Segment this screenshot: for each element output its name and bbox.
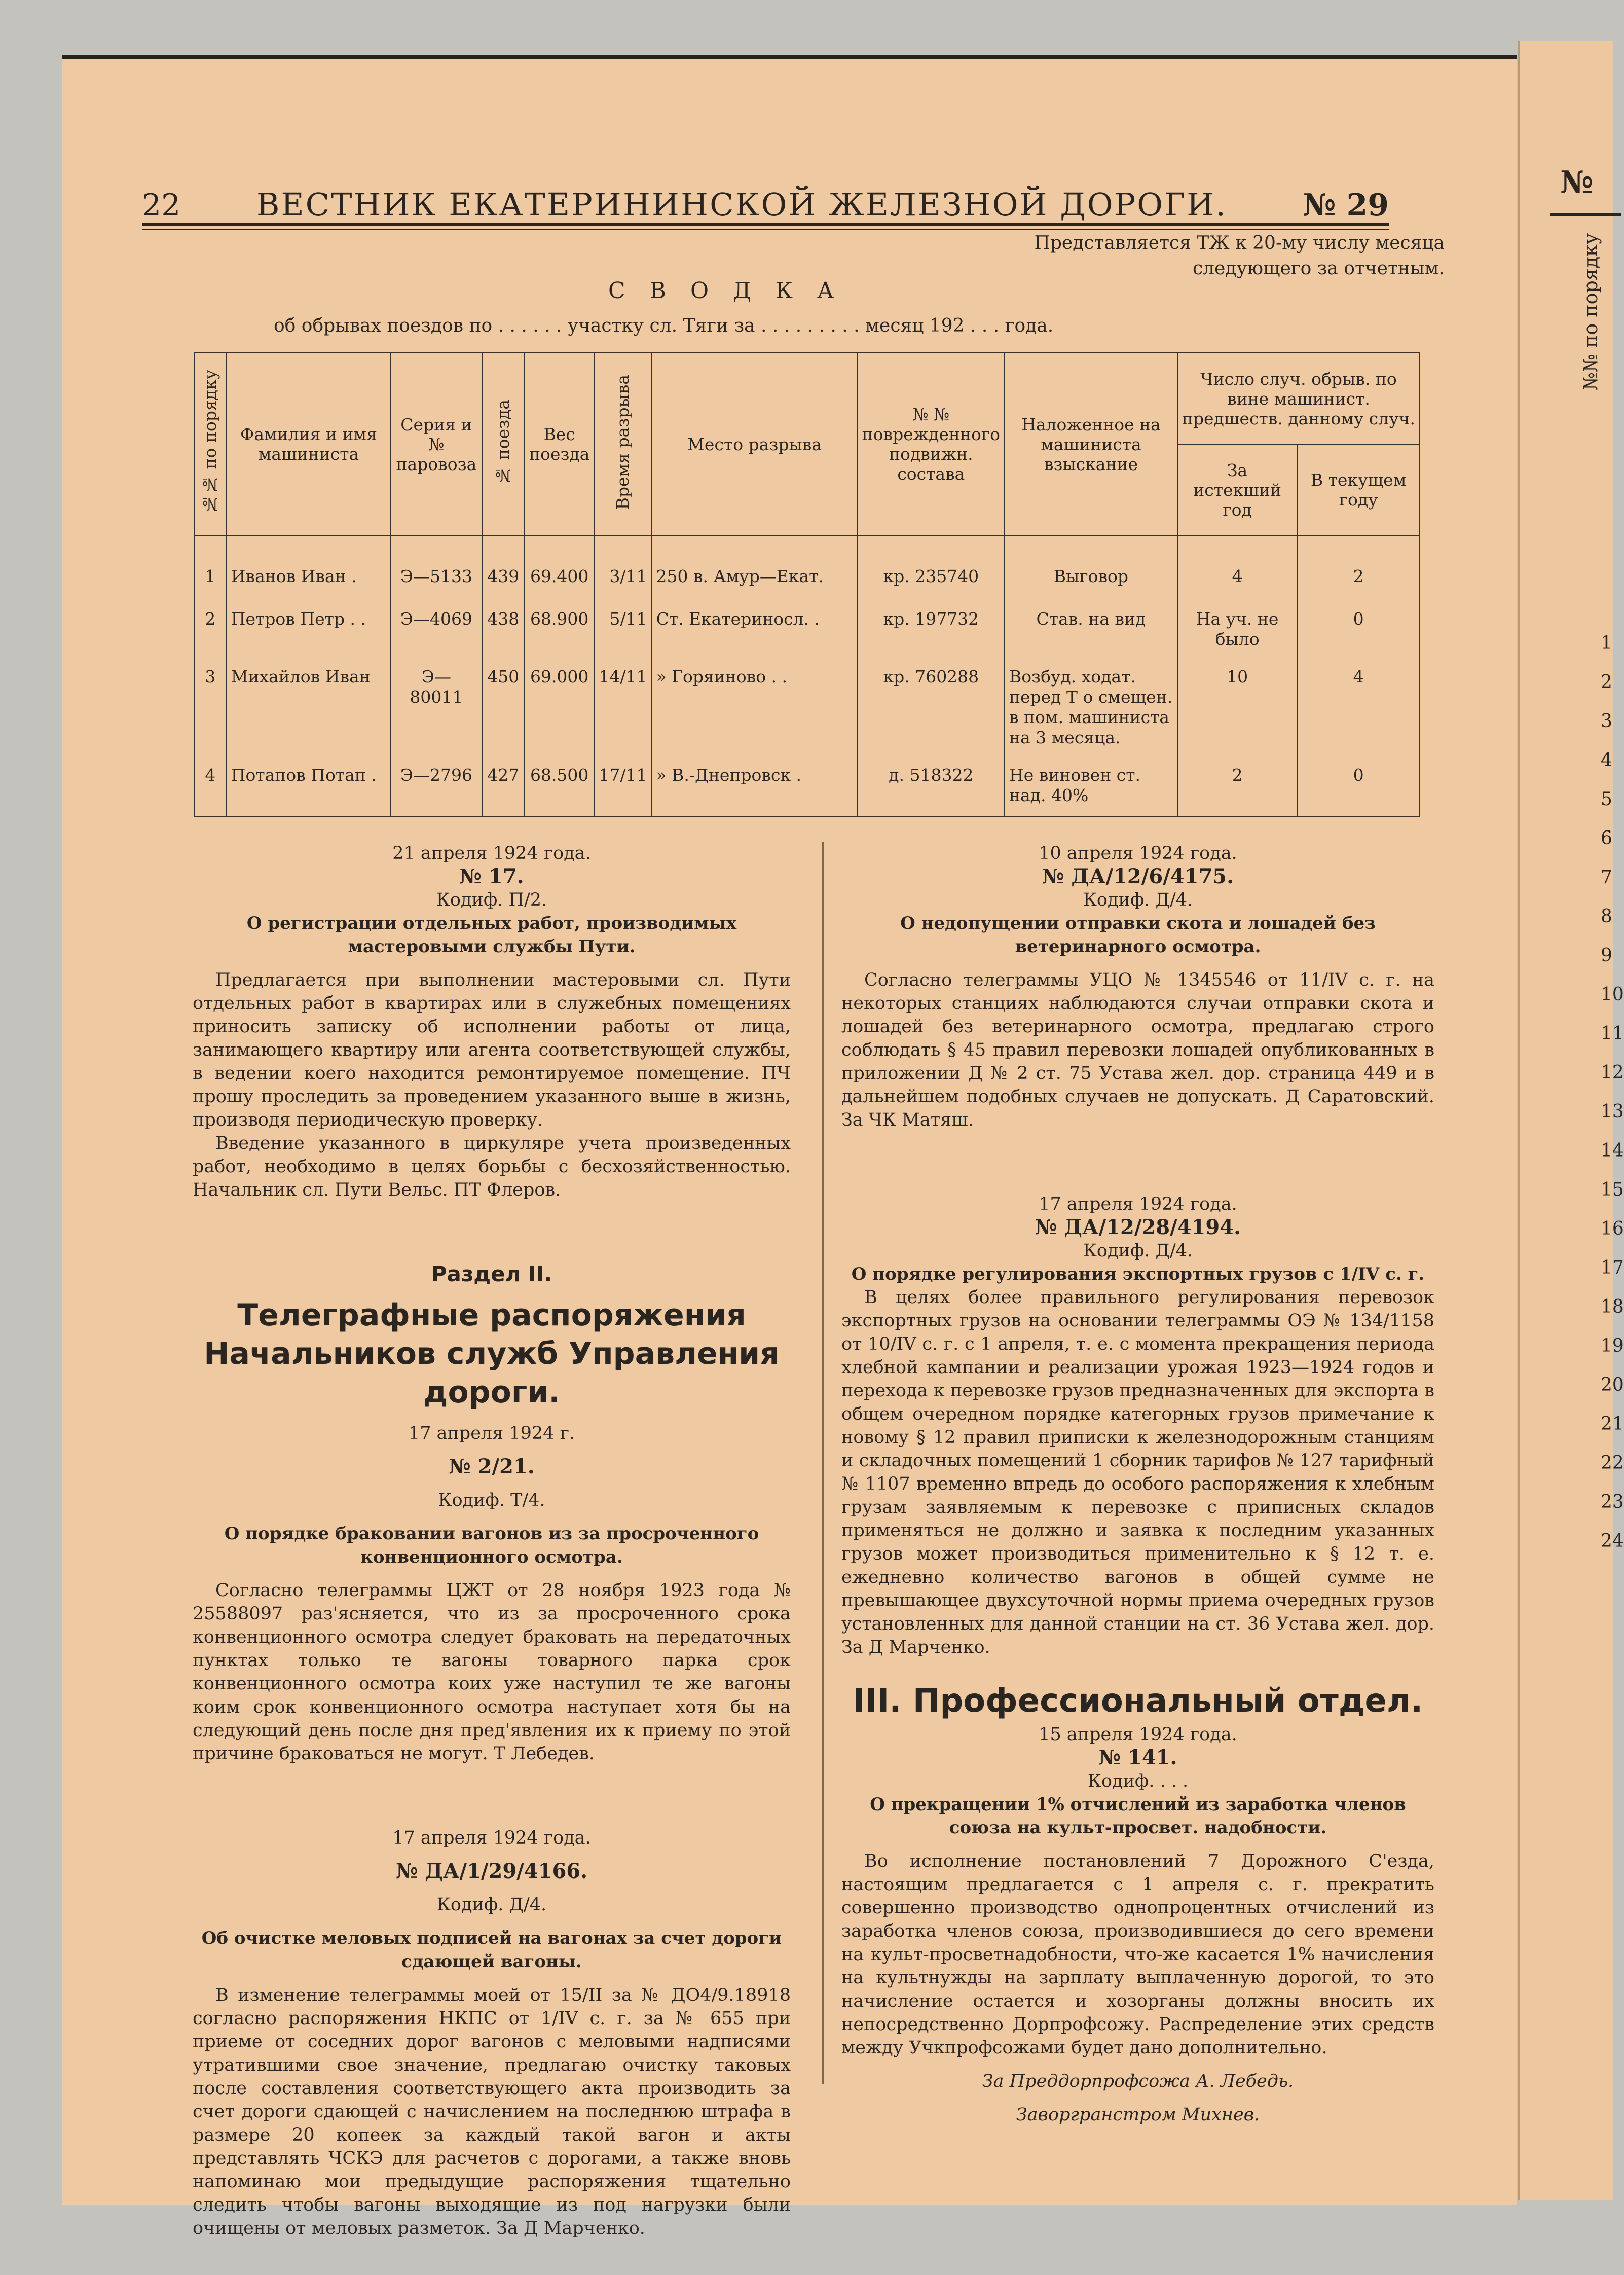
col-name: Фамилия и имя машиниста [227, 353, 391, 535]
header-rule [142, 229, 1389, 230]
article-paragraph: Введение указанного в циркуляре учета произведенных работ, необходимо в целях борьбы с бесхозяйственностью. Начальник сл. Пути Вельс. ПТ Флеров. [193, 1133, 791, 1200]
article-heading: О порядке регулирования экспортных грузов с 1/IV с. г. [851, 1264, 1425, 1284]
signature: Заворгранстром Михнев. [1016, 2105, 1260, 2125]
article-heading: Об очистке меловых подписей на вагонах за счет дороги сдающей вагоны. [201, 1928, 782, 1972]
article-heading: О недопущении отправки скота и лошадей без ветеринарного осмотра. [900, 913, 1376, 957]
article-date: 17 апреля 1924 г. [408, 1423, 575, 1443]
article-date: 17 апреля 1924 года. [392, 1828, 591, 1848]
col-time: Время разрыва [594, 353, 651, 535]
left-column [193, 842, 791, 2240]
section-title: III. Профессиональный отдел. [853, 1682, 1423, 1720]
article-code: Кодиф. П/2. [436, 890, 547, 910]
article-heading: О прекращении 1% отчислений из заработка членов союза на культ-просвет. надобности. [870, 1794, 1406, 1838]
table-row: 4 Потапов Потап . Э—2796 427 68.500 17/11 » В.-Днепровск . д. 518322 Не виновен ст. над. 40% 2 0 [194, 750, 1420, 816]
column-divider [822, 842, 824, 2084]
article-number: № 17. [459, 864, 524, 888]
article-paragraph: Предлагается при выполнении мастеровыми сл. Пути отдельных работ в квартирах или в служебных помещениях приносить записку об исполнении работы от лица, занимающего квартиру или агента соответствующей службы, в ведении коего находится ремонтируемое помещение. ПЧ прошу проследить за проведением указанного выше в жизнь, производя периодическую проверку. [193, 970, 791, 1130]
col-cases-group: Число случ. обрыв. по вине машинист. предшеств. данному случ. [1177, 353, 1420, 444]
adjacent-page-column-label: №№ по порядку [1579, 233, 1602, 390]
article-paragraph: Согласно телеграммы УЦО № 1345546 от 11/IV с. г. на некоторых станциях наблюдаются случаи отправки скота и лошадей без ветеринарного осмотра, предлагаю строго соблюдать § 45 правил перевозки лошадей опубликованных в приложении Д № 2 ст. 75 Устава жел. дор. страница 449 и в дальнейшем подобных случаев не допускать. Д Саратовский. За ЧК Матяш. [841, 970, 1434, 1130]
col-order: №№ по порядку [194, 353, 227, 535]
table-row: 1 Иванов Иван . Э—5133 439 69.400 3/11 250 в. Амур—Екат. кр. 235740 Выговор 4 2 [194, 535, 1420, 589]
article-number: № ДА/12/28/4194. [1035, 1215, 1241, 1239]
svodka-table [194, 352, 1420, 817]
article-paragraph: В изменение телеграммы моей от 15/II за № ДО4/9.18918 согласно распоряжения НКПС от 1/IV с. г. за № 655 при приеме от соседних дорог вагонов с меловыми надписями утратившими свое значение, предлагаю очистку таковых после составления соответствующего акта производить за счет дороги сдающей с начислением на последнюю штрафа в размере 20 копеек за каждый такой вагон и акты представлять ЧСКЭ для расчетов с дорогами, а также вновь напоминаю мои предыдущие распоряжения тщательно следить чтобы вагоны выходящие из под нагрузки были очищены от меловых разметок. За Д Марченко. [193, 1985, 791, 2238]
article-date: 10 апреля 1924 года. [1039, 843, 1237, 863]
right-column [841, 842, 1434, 2126]
page-number: 22 [142, 188, 181, 223]
article-code: Кодиф. Д/4. [436, 1895, 547, 1915]
article-code: Кодиф. . . . [1087, 1771, 1189, 1791]
adjacent-page-rule [1550, 213, 1621, 216]
section-label: Раздел II. [431, 1261, 552, 1286]
table-row: 3 Михайлов Иван Э—80011 450 69.000 14/11 » Горяиново . . кр. 760288 Возбуд. ходат. перед Т о смещен. в пом. машиниста на 3 месяца. 10 4 [194, 652, 1420, 750]
svodka-note: Представляется ТЖ к 20-му числу месяца следующего за отчетным. [1034, 233, 1445, 279]
adjacent-page-edge [1518, 41, 1624, 2200]
issue-number: № 29 [1303, 188, 1389, 223]
article-code: Кодиф. Д/4. [1083, 890, 1193, 910]
col-train: № поезда [482, 353, 525, 535]
table-row: 2 Петров Петр . . Э—4069 438 68.900 5/11 Ст. Екатериносл. . кр. 197732 Став. на вид На уч. не было 0 [194, 589, 1420, 652]
col-weight: Вес поезда [525, 353, 594, 535]
col-current-year: В текущем году [1297, 444, 1420, 535]
section-title: Телеграфные распоряжения Начальников служб Управления дороги. [204, 1297, 780, 1410]
newspaper-title: ВЕСТНИК ЕКАТЕРИНИНСКОЙ ЖЕЛЕЗНОЙ ДОРОГИ. [256, 186, 1227, 223]
article-number: № ДА/12/6/4175. [1042, 864, 1234, 888]
col-damaged: № № поврежденного подвижн. состава [858, 353, 1005, 535]
adjacent-page-number: № [1560, 165, 1594, 200]
article-number: № 141. [1098, 1746, 1177, 1770]
article-code: Кодиф. Т/4. [438, 1490, 545, 1510]
article-date: 21 апреля 1924 года. [392, 843, 591, 863]
adjacent-page-row-numbers: 1 2 3 4 5 6 7 8 9 10 11 12 13 14 15 16 17 18 19 20 21 22 23 24 [1601, 633, 1624, 1551]
col-penalty: Наложенное на машиниста взыскание [1005, 353, 1177, 535]
article-date: 17 апреля 1924 года. [1039, 1194, 1237, 1214]
svodka-subtitle: об обрывах поездов по . . . . . . участку сл. Тяги за . . . . . . . . . месяц 192 . . . года. [274, 315, 1054, 336]
col-past-year: За истекший год [1177, 444, 1297, 535]
signature: За Преддорпрофсожа А. Лебедь. [982, 2071, 1294, 2091]
article-number: № ДА/1/29/4166. [395, 1859, 588, 1883]
article-heading: О порядке браковании вагонов из за просроченного конвенционного осмотра. [224, 1524, 759, 1567]
article-date: 15 апреля 1924 года. [1039, 1724, 1237, 1745]
page-header [142, 167, 1389, 226]
article-paragraph: Согласно телеграммы ЦЖТ от 28 ноября 1923 года № 25588097 раз'ясняется, что из за просроченного срока конвенционного осмотра следует браковать на передаточных пунктах только те вагоны товарного парка срок конвенционного осмотра коих уже наступил те же вагоны коим срок конвенционного осмотра наступает хотя бы на следующий день после дня пред'явления их к приему по этой причине браковаться не могут. Т Лебедев. [193, 1580, 791, 1764]
article-paragraph: Во исполнение постановлений 7 Дорожного С'езда, настоящим предлагается с 1 апреля с. г. прекратить совершенно производство однопроцентных отчислений из заработка членов союза, производившиеся до сего времени на культ-просветнадобности, что-же касается 1% начисления на культнужды на зарплату выплаченную дорогой, то это начисление остается и хозорганы должны вносить их непосредственно Дорпрофсожу. Распределение этих средств между Учкпрофсожами будет дано дополнительно. [841, 1851, 1434, 2058]
col-place: Место разрыва [651, 353, 857, 535]
article-heading: О регистрации отдельных работ, производимых мастеровыми службы Пути. [246, 913, 737, 957]
article-number: № 2/21. [449, 1455, 535, 1478]
article-paragraph: В целях более правильного регулирования перевозок экспортных грузов на основании телеграммы ОЭ № 134/1158 от 10/IV с. г. с 1 апреля, т. е. с момента прекращения периода хлебной кампании и реализации урожая 1923—1924 годов и перехода к перевозке грузов предназначенных для экспорта в общем очередном порядке категорных грузов примечание к новому § 12 правил приписки к железнодорожным станциям и складочных помещений 1 сборник тарифов № 127 тарифный № 1107 временно впредь до особого распоряжения к хлебным грузам заявляемым к перевозке с приписных складов применяться не должно и заявка к последним указанных грузов может производиться применительно к § 12 т. е. ежедневно количество вагонов в общей сумме не превышающее двухсуточной нормы приема очередных грузов установленных для данной станции на ст. 36 Устава жел. дор. За Д Марченко. [841, 1287, 1434, 1657]
svodka-title: СВОДКА [608, 278, 859, 304]
col-series: Серия и № паровоза [391, 353, 482, 535]
article-code: Кодиф. Д/4. [1083, 1241, 1193, 1261]
